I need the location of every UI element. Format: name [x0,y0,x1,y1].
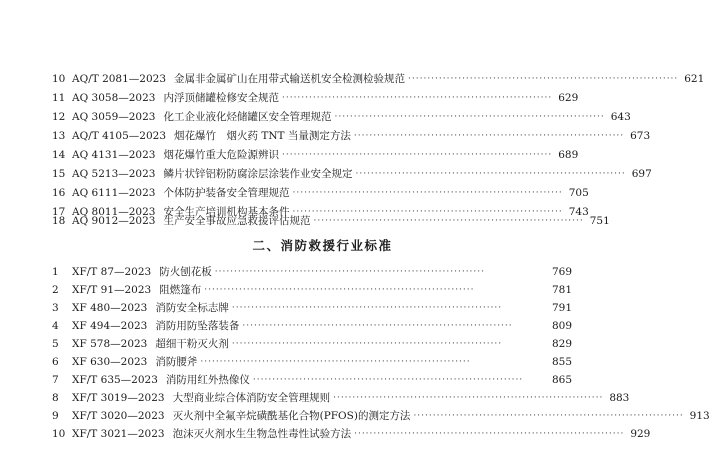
page-number: 865 [551,374,572,386]
toc-entry[interactable] [52,299,572,317]
standard-code: AQ 4131—2023 [72,149,156,161]
entry-number: 10 [52,428,66,440]
toc-entry[interactable] [52,184,589,202]
standard-title: 烟花爆竹重大危险源辨识 [163,149,279,161]
dot-leader: ······································································ [355,169,626,179]
page-number: 743 [568,206,589,218]
dot-leader: ······································································ [214,267,485,277]
page-number: 751 [589,215,610,227]
standard-code: XF 480—2023 [72,302,148,314]
standard-code: AQ/T 2081—2023 [72,73,167,85]
entry-number: 17 [52,206,66,218]
entry-number: 14 [52,149,66,161]
standard-code: XF 494—2023 [72,320,148,332]
standard-title: 消防腰斧 [155,356,198,368]
dot-leader: ······································································ [354,429,625,439]
entry-number: 13 [52,130,66,142]
dot-leader: ······································································ [231,339,503,349]
toc-entry[interactable] [52,371,572,389]
dot-leader: ······································································ [353,131,625,141]
entry-number: 3 [52,302,59,314]
standard-title: 阻燃篷布 [159,284,202,296]
dot-leader: ······································································ [231,303,503,313]
standard-title: 防火刨花板 [159,266,212,278]
toc-entry[interactable] [52,353,572,371]
standard-title: 安全生产培训机构基本条件 [163,206,290,218]
entry-number: 16 [52,187,66,199]
entry-number: 6 [52,356,59,368]
toc-entry[interactable] [52,407,710,425]
standard-code: AQ 9012—2023 [72,215,156,227]
section-heading: 二、消防救援行业标准 [252,238,393,253]
toc-entry[interactable] [52,165,652,183]
standard-code: XF/T 635—2023 [72,374,158,386]
toc-entry[interactable] [52,146,579,164]
page-number: 781 [551,284,572,296]
toc-entry[interactable] [52,89,579,107]
standard-title: 灭火剂中全氟辛烷磺酰基化合物(PFOS)的测定方法 [172,410,411,422]
page-number: 697 [631,168,652,180]
page-number: 791 [551,302,572,314]
entry-number: 7 [52,374,59,386]
standard-code: XF/T 3020—2023 [72,410,165,422]
entry-number: 15 [52,168,66,180]
toc-entry[interactable] [52,317,572,335]
entry-number: 18 [52,215,66,227]
standard-code: XF/T 91—2023 [72,284,152,296]
standard-title: 内浮顶储罐检修安全规范 [163,92,279,104]
entry-number: 10 [52,73,66,85]
entry-number: 9 [52,410,59,422]
standard-title: 消防安全标志牌 [155,302,229,314]
page-number: 629 [558,92,579,104]
toc-entry[interactable] [52,70,705,88]
entry-number: 4 [52,320,59,332]
entry-number: 12 [52,111,66,123]
standard-title: 超细干粉灭火剂 [155,338,229,350]
standard-code: XF/T 3019—2023 [72,392,165,404]
standard-title: 生产安全事故应急救援评估规范 [163,215,311,227]
dot-leader: ······································································ [200,357,471,367]
page-number: 705 [568,187,589,199]
page-number: 855 [551,356,572,368]
standard-code: XF/T 87—2023 [72,266,152,278]
standard-title: 大型商业综合体消防安全管理规则 [172,392,331,404]
dot-leader: ······································································ [413,411,684,421]
page-number: 809 [551,320,572,332]
standard-title: 消防用防坠落装备 [155,320,240,332]
standard-code: AQ 8011—2023 [72,206,156,218]
toc-entry[interactable] [52,335,572,353]
dot-leader: ······································································ [292,207,563,217]
standard-title: 泡沫灭火剂水生生物急性毒性试验方法 [172,428,352,440]
dot-leader: ······································································ [281,93,553,103]
dot-leader: ······································································ [313,216,584,226]
standard-title: 鳞片状锌铝粉防腐涂层涂装作业安全规定 [163,168,353,180]
page-number: 883 [609,392,630,404]
entry-number: 5 [52,338,59,350]
dot-leader: ······································································ [204,285,475,295]
dot-leader: ······································································ [281,150,553,160]
dot-leader: ······································································ [408,74,679,84]
entry-number: 1 [52,266,59,278]
page-number: 769 [551,266,572,278]
entry-number: 11 [52,92,66,104]
page-number: 929 [630,428,651,440]
standard-code: AQ/T 4105—2023 [72,130,167,142]
standard-title: 个体防护装备安全管理规范 [163,187,290,199]
dot-leader: ······································································ [252,375,524,385]
page-number: 673 [630,130,651,142]
page-number: 621 [684,73,705,85]
toc-entry[interactable] [52,108,631,126]
standard-title: 化工企业液化烃储罐区安全管理规范 [163,111,332,123]
dot-leader: ······································································ [292,188,563,198]
standard-code: AQ 6111—2023 [72,187,156,199]
page-number: 829 [551,338,572,350]
standard-code: XF 578—2023 [72,338,148,350]
toc-entry[interactable] [52,425,651,443]
standard-code: XF/T 3021—2023 [72,428,165,440]
dot-leader: ······································································ [333,393,604,403]
toc-entry[interactable] [52,389,630,407]
standard-title: 金属非金属矿山在用带式输送机安全检测检验规范 [174,73,406,85]
toc-entry[interactable] [52,281,572,299]
standard-title: 烟花爆竹 烟火药 TNT 当量测定方法 [174,130,351,142]
standard-code: AQ 5213—2023 [72,168,156,180]
standard-code: AQ 3059—2023 [72,111,156,123]
entry-number: 2 [52,284,59,296]
standard-title: 消防用红外热像仪 [165,374,250,386]
toc-entry[interactable] [52,127,651,145]
toc-entry[interactable] [52,263,572,281]
entry-number: 8 [52,392,59,404]
standard-code: XF 630—2023 [72,356,148,368]
page-number: 913 [689,410,710,422]
dot-leader: ······································································ [334,112,605,122]
page-number: 689 [558,149,579,161]
page-number: 643 [610,111,631,123]
dot-leader: ······································································ [242,321,513,331]
standard-code: AQ 3058—2023 [72,92,156,104]
